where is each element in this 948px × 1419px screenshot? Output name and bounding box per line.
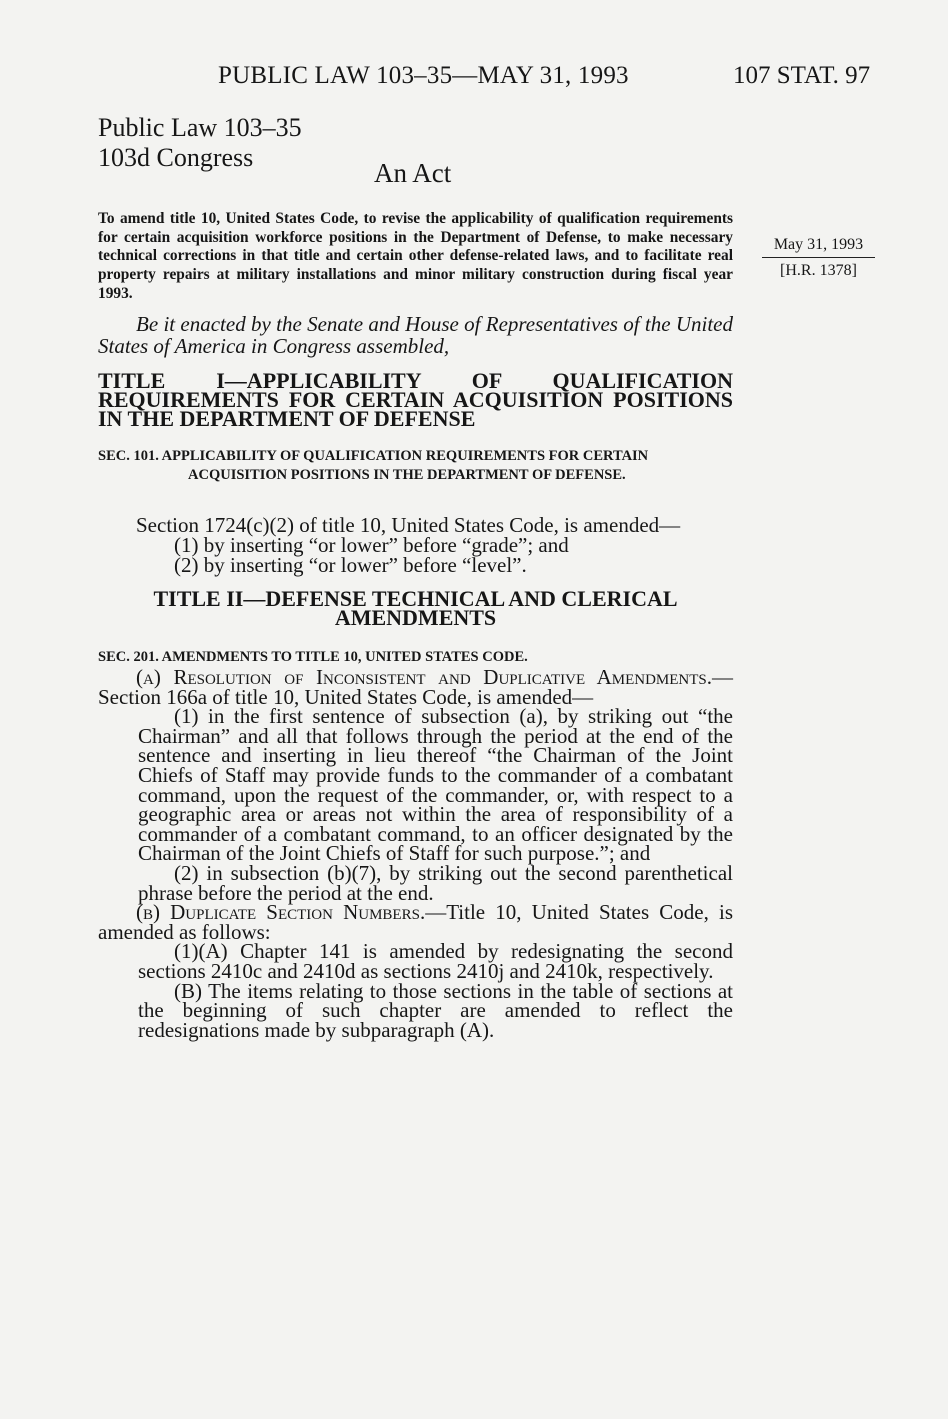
- public-law-block: [98, 113, 302, 173]
- public-law-number: Public Law 103–35: [98, 113, 302, 142]
- act-purpose: To amend title 10, United States Code, to revise the applicability of qualification requirements for certain acquisition workforce positions in the Department of Defense, to make necessary technical corrections in that title and certain other defense-related laws, and to facilitate real property repairs at military installations and minor military construction during fiscal year 1993.: [98, 210, 733, 302]
- section-101-text: [136, 515, 736, 575]
- subsection-a-paragraph-1: (1) in the first sentence of subsection (a), by striking out “the Chairman” and all that follows through the period at the end of the sentence and inserting in lieu thereof “the Chairman of the Joint Chiefs of Staff may provide funds to the commander of a combatant command, upon the request of the commander, or, with respect to a geographic area or areas not within the area of responsibility of a commander of a combatant command, to an officer designated by the Chairman of the Joint Chiefs of Staff for such purpose.”; and: [138, 704, 733, 866]
- section-201-heading: SEC. 201. AMENDMENTS TO TITLE 10, UNITED STATES CODE.: [98, 649, 528, 665]
- subsection-b: [98, 900, 733, 944]
- section-201-body: [98, 665, 733, 1042]
- margin-bill-number: [H.R. 1378]: [780, 262, 857, 279]
- act-heading: An Act: [374, 158, 452, 188]
- running-head: PUBLIC LAW 103–35—MAY 31, 1993: [218, 62, 629, 89]
- subsection-b-label: (b) Duplicate Section Numbers.: [136, 900, 426, 925]
- subsection-b-text: —Title 10, United States Code, is amended as follows:: [98, 900, 733, 944]
- title-2-heading: TITLE II—DEFENSE TECHNICAL AND CLERICAL AMENDMENTS: [153, 586, 678, 630]
- margin-date: May 31, 1993: [762, 236, 875, 258]
- subsection-a: [98, 665, 733, 709]
- subsection-b-paragraph-1b: (B) The items relating to those sections in the table of sections at the beginning of such chapter are amended to reflect the redesignations made by subparagraph (A).: [138, 978, 733, 1042]
- subsection-a-label: (a) Resolution of Inconsistent and Duplicative Amendments.: [136, 665, 712, 689]
- congress-number: 103d Congress: [98, 143, 254, 172]
- title-1-heading: TITLE I—APPLICABILITY OF QUALIFICATION REQUIREMENTS FOR CERTAIN ACQUISITION POSITIONS IN THE DEPARTMENT OF DEFENSE: [98, 368, 733, 431]
- subsection-b-paragraph-1a: (1)(A) Chapter 141 is amended by redesignating the second sections 2410c and 2410d as sections 2410j and 2410k, respectively.: [138, 939, 733, 983]
- section-101-intro: Section 1724(c)(2) of title 10, United States Code, is amended—: [136, 513, 681, 537]
- section-101-heading: SEC. 101. APPLICABILITY OF QUALIFICATION REQUIREMENTS FOR CERTAIN ACQUISITION POSITIONS IN THE DEPARTMENT OF DEFENSE.: [98, 448, 649, 483]
- subsection-a-text: —Section 166a of title 10, United States Code, is amended—: [98, 665, 733, 709]
- subsection-a-paragraph-2: (2) in subsection (b)(7), by striking out the second parenthetical phrase before the period at the end.: [138, 860, 733, 905]
- margin-note: [762, 236, 875, 280]
- enacting-clause: Be it enacted by the Senate and House of Representatives of the United States of America in Congress assembled,: [98, 312, 733, 358]
- section-101-item-2: (2) by inserting “or lower” before “level”.: [174, 553, 527, 577]
- section-101-item-1: (1) by inserting “or lower” before “grade”; and: [174, 533, 569, 557]
- stat-page-number: 107 STAT. 97: [733, 62, 871, 89]
